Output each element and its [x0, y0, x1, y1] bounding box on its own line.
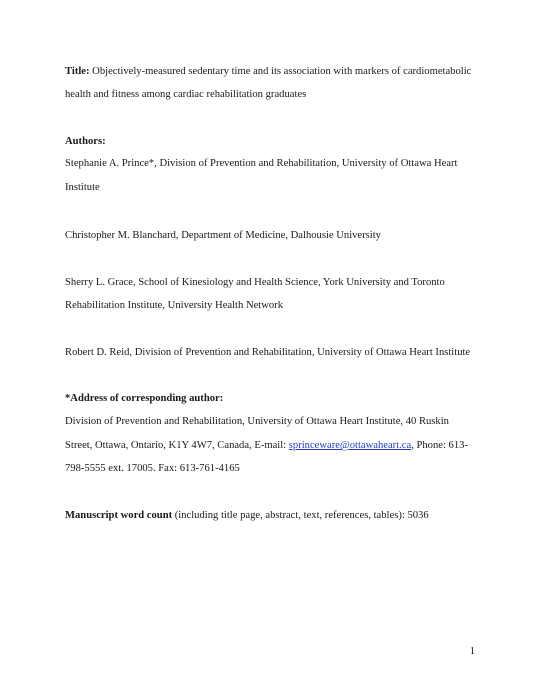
author-3-line-1: Sherry L. Grace, School of Kinesiology and Health Science, York University and Toronto — [65, 277, 445, 288]
correspondence-line-2-pre: Street, Ottawa, Ontario, K1Y 4W7, Canada, E-mail: — [65, 440, 289, 451]
title-text-2: health and fitness among cardiac rehabilitation graduates — [65, 89, 307, 100]
author-2: Christopher M. Blanchard, Department of Medicine, Dalhousie University — [65, 230, 381, 241]
correspondence-line-1: Division of Prevention and Rehabilitation, University of Ottawa Heart Institute, 40 Ruskin — [65, 416, 449, 427]
correspondence-line-3: 798-5555 ext. 17005. Fax: 613-761-4165 — [65, 463, 240, 474]
author-1-line-2: Institute — [65, 182, 100, 193]
email-link[interactable]: sprinceware@ottawaheart.ca — [288, 440, 412, 451]
word-count — [65, 510, 429, 522]
correspondence-line-2 — [65, 440, 468, 452]
title-text-1: Objectively-measured sedentary time and its association with markers of cardiometabolic — [89, 66, 472, 77]
author-1-line-1: Stephanie A. Prince*, Division of Prevention and Rehabilitation, University of Ottawa Heart — [65, 158, 458, 169]
correspondence-line-2-post: , Phone: 613- — [411, 440, 468, 451]
author-4: Robert D. Reid, Division of Prevention and Rehabilitation, University of Ottawa Heart Institute — [65, 347, 471, 358]
page-number: 1 — [469, 646, 475, 657]
author-3-line-2: Rehabilitation Institute, University Health Network — [65, 300, 284, 311]
word-count-label: Manuscript word count — [65, 510, 173, 521]
title-label: Title: — [65, 66, 90, 77]
correspondence-heading: *Address of corresponding author: — [65, 393, 224, 404]
word-count-text: (including title page, abstract, text, references, tables): 5036 — [172, 510, 429, 521]
title-line-1 — [65, 66, 471, 78]
authors-heading: Authors: — [65, 136, 106, 147]
